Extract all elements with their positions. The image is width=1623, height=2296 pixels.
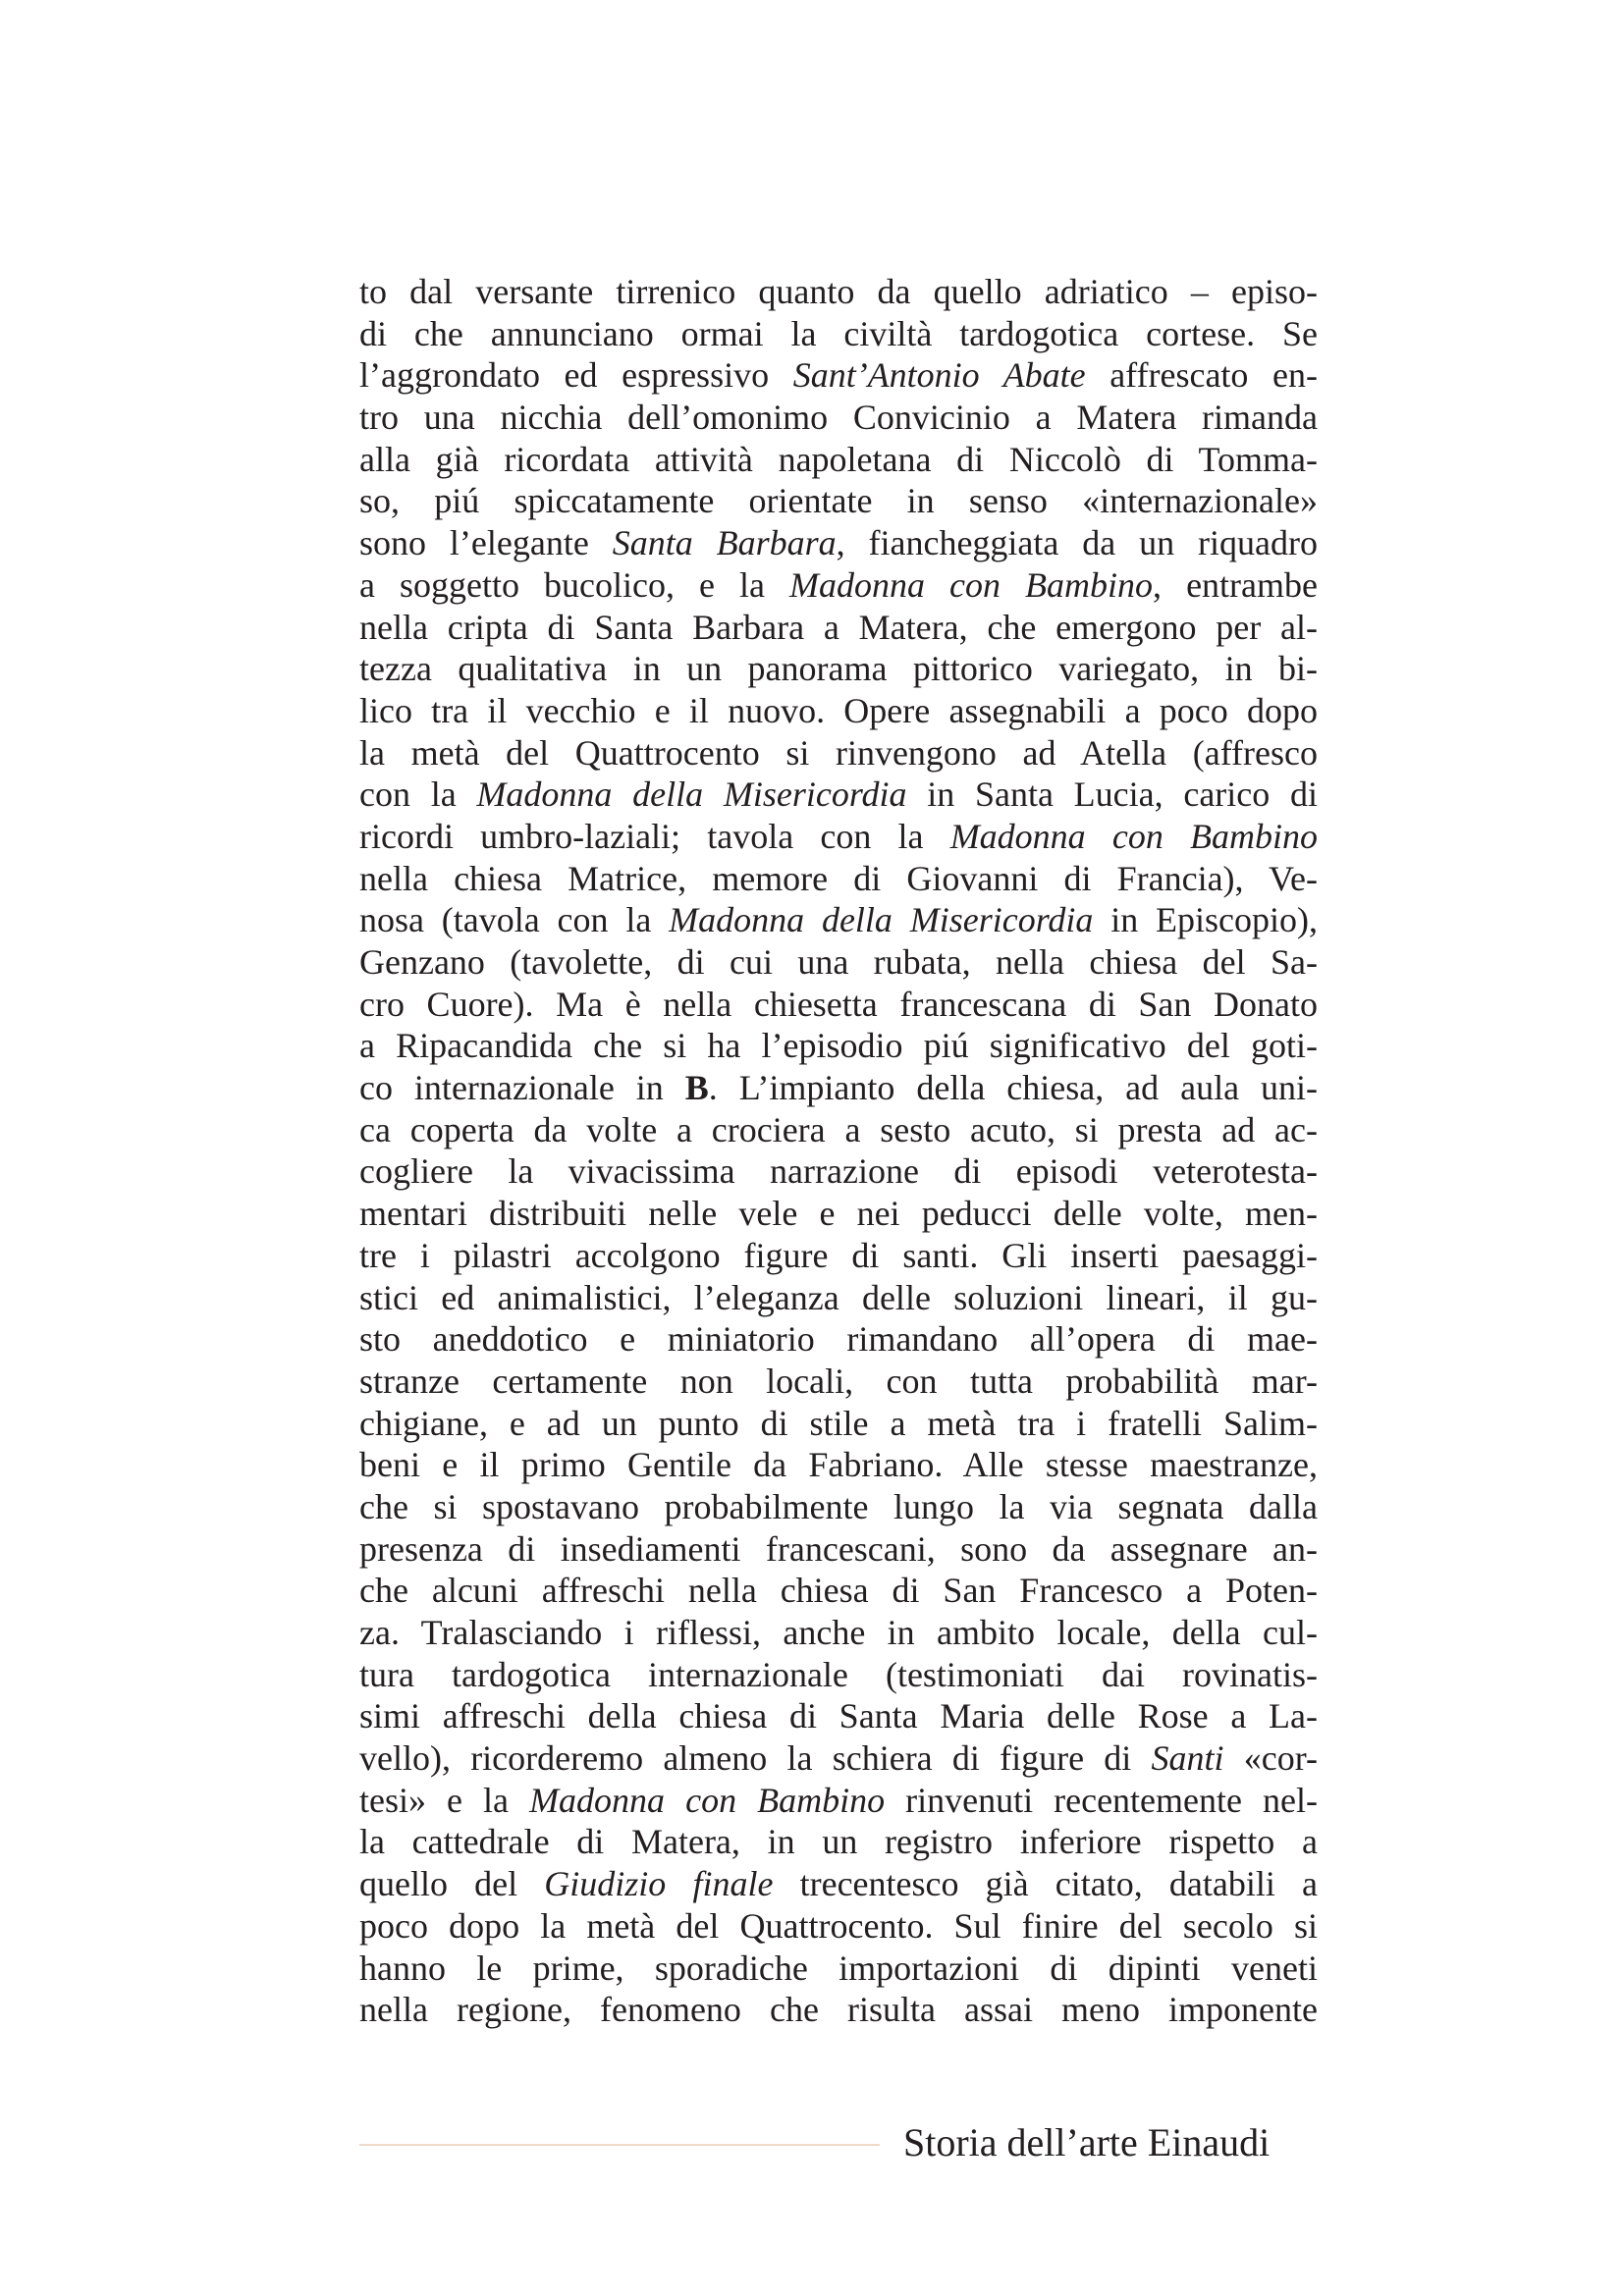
text-line bbox=[359, 732, 1318, 774]
text-segment: ca coperta da volte a crociera a sesto acuto, si presta ad ac- bbox=[359, 1109, 1318, 1149]
text-line bbox=[359, 397, 1318, 439]
text-line bbox=[359, 984, 1318, 1026]
text-segment: presenza di insediamenti francescani, sono da assegnare an- bbox=[359, 1528, 1318, 1569]
text-line bbox=[359, 1780, 1318, 1822]
text-segment: , entrambe bbox=[1153, 564, 1318, 605]
text-segment: con la bbox=[359, 774, 477, 815]
text-line bbox=[359, 1067, 1318, 1109]
text-line bbox=[359, 1403, 1318, 1445]
text-line bbox=[359, 1654, 1318, 1696]
text-segment: so, piú spiccatamente orientate in senso «internazionale» bbox=[359, 481, 1318, 521]
text-line bbox=[359, 1235, 1318, 1277]
text-line bbox=[359, 607, 1318, 649]
text-segment: a soggetto bucolico, e la bbox=[359, 564, 790, 605]
text-line bbox=[359, 1528, 1318, 1571]
text-segment: che alcuni affreschi nella chiesa di San Francesco a Poten- bbox=[359, 1571, 1318, 1611]
text-line bbox=[359, 1863, 1318, 1905]
text-line bbox=[359, 899, 1318, 941]
text-segment: affrescato en- bbox=[1085, 355, 1318, 396]
body-text bbox=[359, 271, 1318, 2031]
text-segment: ricordi umbro-laziali; tavola con la bbox=[359, 816, 950, 856]
italic-text: Madonna con Bambino bbox=[789, 564, 1154, 605]
italic-text: Santa Barbara bbox=[612, 523, 837, 563]
italic-text: Santi bbox=[1151, 1738, 1224, 1779]
text-segment: stranze certamente non locali, con tutta probabilità mar- bbox=[359, 1361, 1318, 1401]
bold-text: B bbox=[684, 1068, 709, 1108]
text-line bbox=[359, 858, 1318, 900]
text-line bbox=[359, 1821, 1318, 1863]
text-line bbox=[359, 1737, 1318, 1780]
text-segment: che si spostavano probabilmente lungo la via segnata dalla bbox=[359, 1486, 1318, 1526]
text-line bbox=[359, 1612, 1318, 1654]
text-segment: hanno le prime, sporadiche importazioni di dipinti veneti bbox=[359, 1948, 1318, 1988]
text-segment: l’aggrondato ed espressivo bbox=[359, 355, 793, 396]
text-line bbox=[359, 354, 1318, 397]
text-segment: mentari distribuiti nelle vele e nei peducci delle volte, men- bbox=[359, 1194, 1318, 1234]
footer-title: Storia dell’arte Einaudi bbox=[903, 2120, 1271, 2164]
text-segment: nella chiesa Matrice, memore di Giovanni di Francia), Ve- bbox=[359, 858, 1318, 898]
text-line bbox=[359, 1905, 1318, 1948]
text-line bbox=[359, 1318, 1318, 1361]
text-segment: vello), ricorderemo almeno la schiera di figure di bbox=[359, 1738, 1152, 1779]
text-line bbox=[359, 522, 1318, 564]
italic-text: Sant’Antonio Abate bbox=[792, 355, 1086, 396]
text-line bbox=[359, 1109, 1318, 1151]
text-segment: poco dopo la metà del Quattrocento. Sul finire del secolo si bbox=[359, 1905, 1318, 1946]
text-line bbox=[359, 1695, 1318, 1737]
text-segment: nosa (tavola con la bbox=[359, 900, 670, 940]
text-line bbox=[359, 816, 1318, 858]
text-segment: a Ripacandida che si ha l’episodio piú significativo del goti- bbox=[359, 1026, 1318, 1066]
text-segment: cro Cuore). Ma è nella chiesetta francescana di San Donato bbox=[359, 984, 1318, 1024]
text-line bbox=[359, 1150, 1318, 1193]
text-line bbox=[359, 1570, 1318, 1612]
text-segment: trecentesco già citato, databili a bbox=[773, 1864, 1318, 1904]
text-segment: nella cripta di Santa Barbara a Matera, che emergono per al- bbox=[359, 607, 1318, 647]
text-segment: tro una nicchia dell’omonimo Convicinio a Matera rimanda bbox=[359, 398, 1318, 438]
text-segment: za. Tralasciando i riflessi, anche in ambito locale, della cul- bbox=[359, 1613, 1318, 1652]
text-line bbox=[359, 1277, 1318, 1319]
text-line bbox=[359, 271, 1318, 313]
text-segment: tura tardogotica internazionale (testimoniati dai rovinatis- bbox=[359, 1654, 1318, 1694]
text-line bbox=[359, 313, 1318, 355]
text-segment: nella regione, fenomeno che risulta assai meno imponente bbox=[359, 1990, 1318, 2030]
text-line bbox=[359, 1486, 1318, 1528]
text-line bbox=[359, 941, 1318, 984]
text-segment: . L’impianto della chiesa, ad aula uni- bbox=[708, 1068, 1319, 1108]
text-segment: beni e il primo Gentile da Fabriano. Alle stesse maestranze, bbox=[359, 1445, 1318, 1485]
text-segment: sono l’elegante bbox=[359, 523, 613, 563]
text-segment: Genzano (tavolette, di cui una rubata, nella chiesa del Sa- bbox=[359, 942, 1318, 982]
text-segment: la cattedrale di Matera, in un registro inferiore rispetto a bbox=[359, 1822, 1318, 1862]
text-line bbox=[359, 1193, 1318, 1235]
text-segment: in Episcopio), bbox=[1093, 900, 1318, 940]
text-line bbox=[359, 1989, 1318, 2031]
text-line bbox=[359, 1948, 1318, 1990]
text-segment: cogliere la vivacissima narrazione di episodi veterotesta- bbox=[359, 1151, 1318, 1192]
text-segment: tezza qualitativa in un panorama pittorico variegato, in bi- bbox=[359, 649, 1318, 689]
text-segment: chigiane, e ad un punto di stile a metà tra i fratelli Salim- bbox=[359, 1403, 1318, 1443]
text-segment: alla già ricordata attività napoletana di Niccolò di Tomma- bbox=[359, 439, 1318, 479]
text-segment: «cor- bbox=[1223, 1738, 1319, 1779]
text-segment: lico tra il vecchio e il nuovo. Opere assegnabili a poco dopo bbox=[359, 690, 1318, 730]
text-segment: to dal versante tirrenico quanto da quello adriatico – episo- bbox=[359, 272, 1318, 311]
italic-text: Giudizio finale bbox=[544, 1864, 774, 1904]
text-line bbox=[359, 564, 1318, 607]
text-segment: sto aneddotico e miniatorio rimandano all’opera di mae- bbox=[359, 1319, 1318, 1360]
italic-text: Madonna della Misericordia bbox=[669, 900, 1094, 940]
text-segment: stici ed animalistici, l’eleganza delle soluzioni lineari, il gu- bbox=[359, 1277, 1318, 1317]
text-segment: quello del bbox=[359, 1864, 545, 1904]
text-line bbox=[359, 1444, 1318, 1486]
text-segment: di che annunciano ormai la civiltà tardogotica cortese. Se bbox=[359, 313, 1318, 353]
text-line bbox=[359, 480, 1318, 522]
italic-text: Madonna con Bambino bbox=[529, 1780, 886, 1820]
text-line bbox=[359, 1025, 1318, 1067]
text-line bbox=[359, 648, 1318, 690]
text-line bbox=[359, 439, 1318, 481]
footer-rule bbox=[359, 2144, 880, 2146]
italic-text: Madonna con Bambino bbox=[949, 816, 1318, 856]
text-segment: , fiancheggiata da un riquadro bbox=[836, 523, 1318, 563]
text-line bbox=[359, 690, 1318, 732]
text-segment: la metà del Quattrocento si rinvengono ad Atella (affresco bbox=[359, 732, 1318, 773]
text-segment: co internazionale in bbox=[359, 1068, 685, 1108]
text-segment: simi affreschi della chiesa di Santa Maria delle Rose a La- bbox=[359, 1696, 1318, 1736]
text-line bbox=[359, 774, 1318, 816]
text-segment: tesi» e la bbox=[359, 1780, 530, 1820]
text-segment: rinvenuti recentemente nel- bbox=[885, 1780, 1318, 1820]
text-line bbox=[359, 1361, 1318, 1403]
italic-text: Madonna della Misericordia bbox=[476, 774, 907, 815]
text-segment: in Santa Lucia, carico di bbox=[906, 774, 1318, 815]
text-segment: tre i pilastri accolgono figure di santi. Gli inserti paesaggi- bbox=[359, 1235, 1318, 1275]
